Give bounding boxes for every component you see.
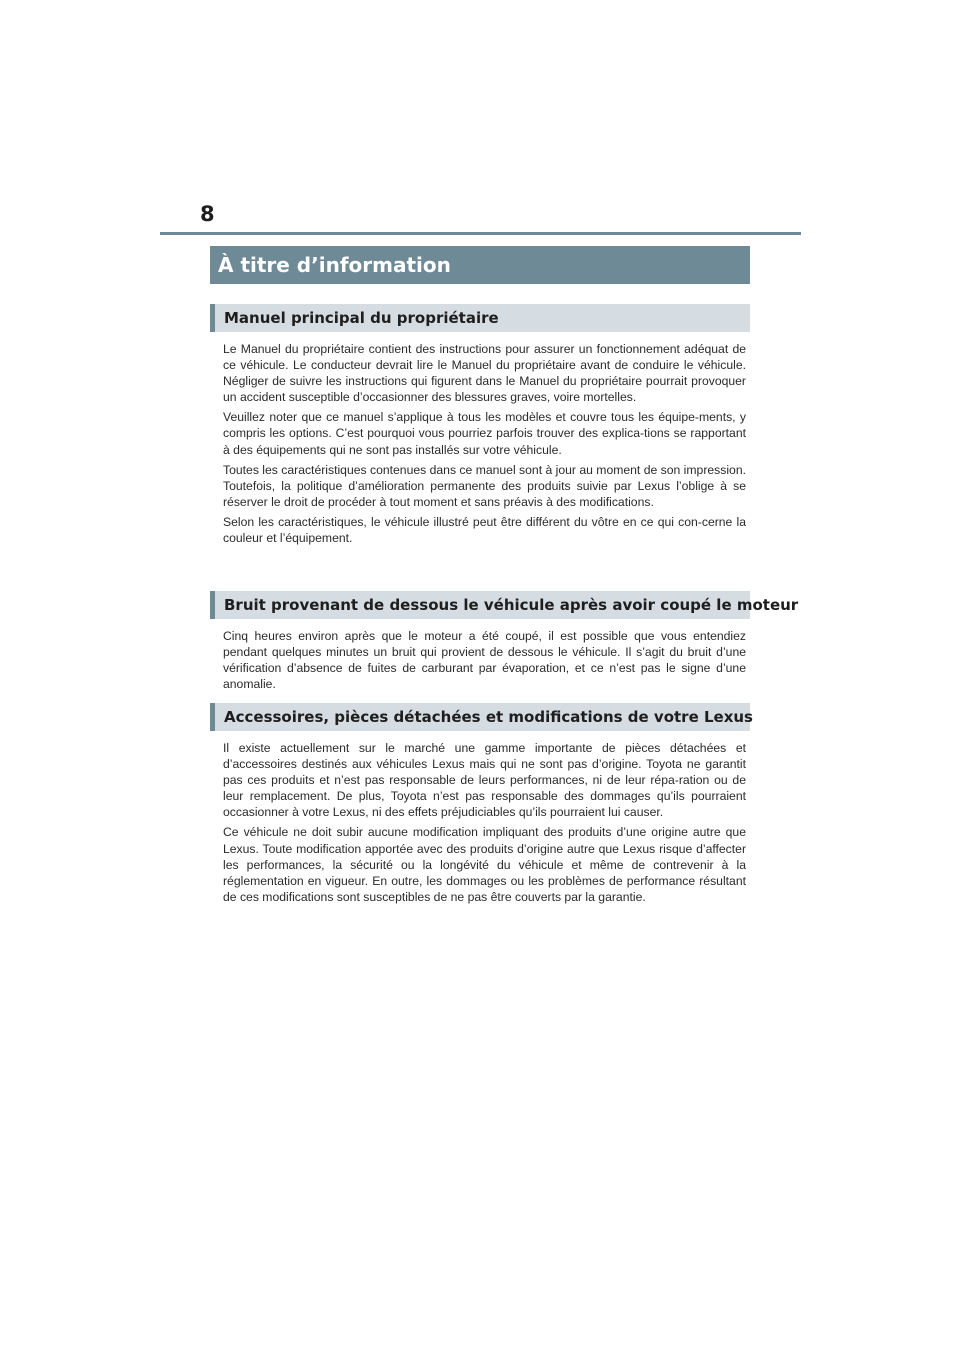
page-title-bar: [210, 246, 750, 284]
section-heading: Bruit provenant de dessous le véhicule après avoir coupé le moteur: [224, 596, 799, 614]
paragraph: Il existe actuellement sur le marché une gamme importante de pièces détachées et d’accessoires destinés aux véhicules Lexus mais qui ne sont pas d’origine. Toyota ne garantit pas ces produits et n’est pas responsable de leurs performances, ni de leur répa-ration ou de leur remplacement. De plus, Toyota n’est pas responsable des dommages qu’ils pourraient occasionner à votre Lexus, ni des effets préjudiciables qu’ils pourraient lui causer.: [223, 741, 746, 820]
paragraph: Ce véhicule ne doit subir aucune modification impliquant des produits d’une origine autre que Lexus. Toute modification apportée avec des produits d’origine autre que Lexus risque d’affecter les performances, la sécurité ou la longévité du véhicule et même de contrevenir à la réglementation en vigueur. En outre, les dommages ou les problèmes de performance résultant de ces modifications sont susceptibles de ne pas être couverts par la garantie.: [223, 825, 746, 904]
paragraph: Cinq heures environ après que le moteur a été coupé, il est possible que vous entendiez pendant quelques minutes un bruit qui provient de dessous le véhicule. Il s’agit du bruit d’une vérification d’absence de fuites de carburant par évaporation, et ce n’est pas le signe d’une anomalie.: [223, 629, 746, 692]
section-body-owners-manual: [223, 341, 746, 550]
page-number: 8: [200, 202, 215, 226]
section-header-accessories: [210, 703, 753, 731]
paragraph: Selon les caractéristiques, le véhicule illustré peut être différent du vôtre en ce qui con-cerne la couleur et l’équipement.: [223, 514, 746, 546]
section-header-owners-manual: [210, 304, 750, 332]
section-body-noise: [223, 628, 746, 696]
paragraph: Toutes les caractéristiques contenues dans ce manuel sont à jour au moment de son impression. Toutefois, la politique d’amélioration permanente des produits suivie par Lexus l’oblige à se réserver le droit de procéder à tout moment et sans préavis à des modifications.: [223, 462, 746, 509]
section-heading: Accessoires, pièces détachées et modifications de votre Lexus: [224, 708, 753, 726]
paragraph: Le Manuel du propriétaire contient des instructions pour assurer un fonctionnement adéquat de ce véhicule. Le conducteur devrait lire le Manuel du propriétaire avant de conduire le véhicule. Négliger de suivre les instructions qui figurent dans le Manuel du propriétaire pourrait provoquer un accident susceptible d’occasionner des blessures graves, voire mortelles.: [223, 342, 746, 405]
page-title: À titre d’information: [218, 253, 451, 277]
section-heading: Manuel principal du propriétaire: [224, 309, 499, 327]
header-rule: [160, 232, 801, 235]
paragraph: Veuillez noter que ce manuel s’applique à tous les modèles et couvre tous les équipe-ments, y compris les options. C’est pourquoi vous pourriez parfois trouver des explica-tions se rapportant à des équipements qui ne sont pas installés sur votre véhicule.: [223, 410, 746, 457]
section-header-noise: [210, 591, 799, 619]
section-body-accessories: [223, 740, 746, 909]
